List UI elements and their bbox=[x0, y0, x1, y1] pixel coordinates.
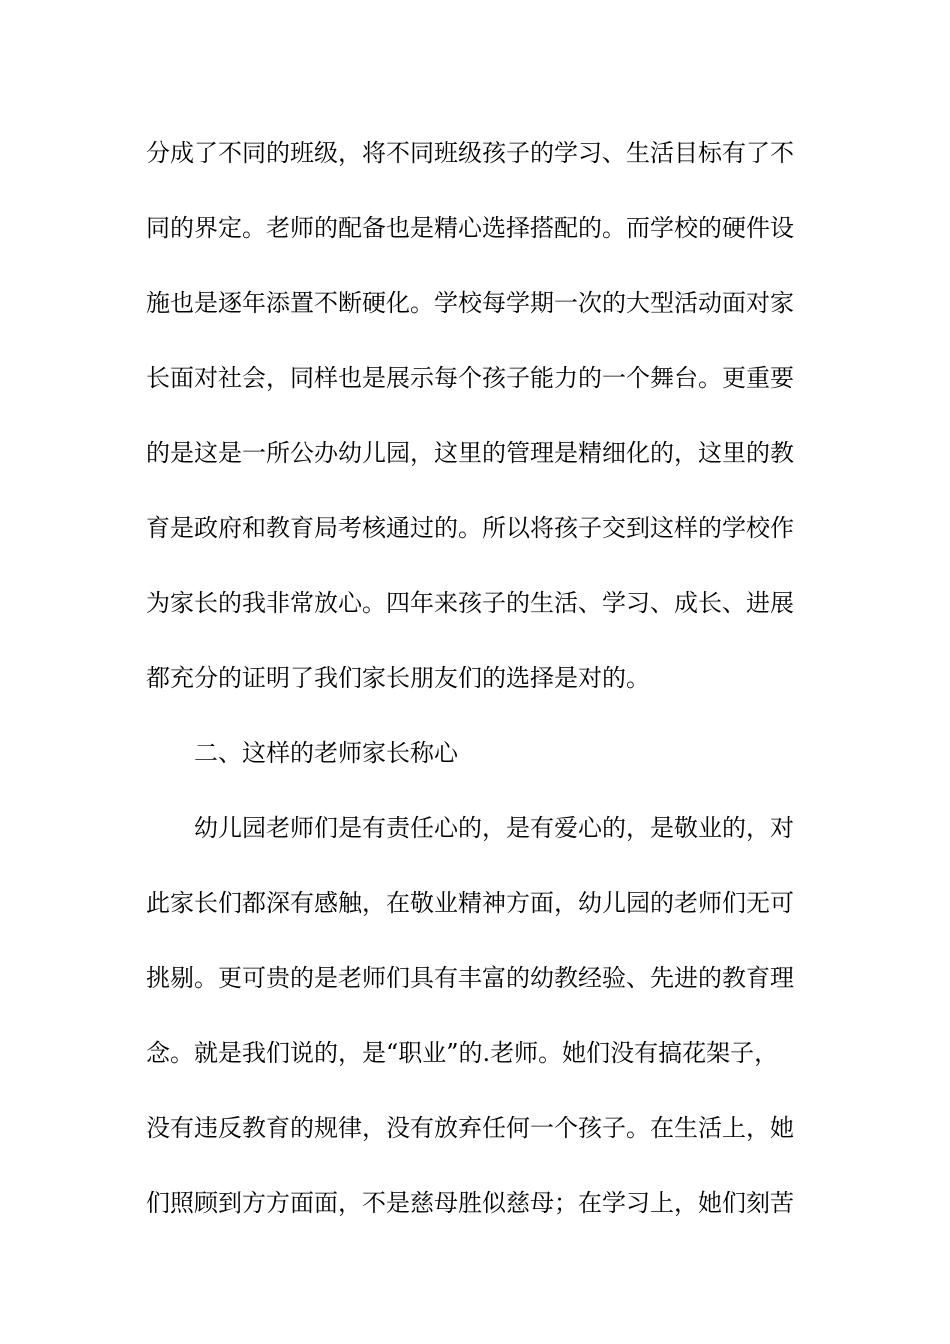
text-line: 念。就是我们说的，是“职业”的.老师。她们没有搞花架子， bbox=[146, 1039, 779, 1067]
text-line: 长面对社会，同样也是展示每个孩子能力的一个舞台。更重要 bbox=[146, 364, 794, 392]
text-line: 挑剔。更可贵的是老师们具有丰富的幼教经验、先进的教育理 bbox=[146, 964, 794, 992]
text-line: 施也是逐年添置不断硬化。学校每学期一次的大型活动面对家 bbox=[146, 289, 794, 317]
text-line: 幼儿园老师们是有责任心的，是有爱心的，是敬业的，对 bbox=[194, 814, 794, 842]
text-line: 为家长的我非常放心。四年来孩子的生活、学习、成长、进展 bbox=[146, 589, 794, 617]
text-line: 都充分的证明了我们家长朋友们的选择是对的。 bbox=[146, 664, 650, 692]
text-line: 同的界定。老师的配备也是精心选择搭配的。而学校的硬件设 bbox=[146, 214, 794, 242]
section-heading: 二、这样的老师家长称心 bbox=[194, 739, 458, 767]
text-line: 此家长们都深有感触，在敬业精神方面，幼儿园的老师们无可 bbox=[146, 889, 794, 917]
text-line: 分成了不同的班级，将不同班级孩子的学习、生活目标有了不 bbox=[146, 139, 794, 167]
text-line: 们照顾到方方面面，不是慈母胜似慈母；在学习上，她们刻苦 bbox=[146, 1189, 794, 1217]
text-line: 的是这是一所公办幼儿园，这里的管理是精细化的，这里的教 bbox=[146, 439, 794, 467]
text-line: 没有违反教育的规律，没有放弃任何一个孩子。在生活上，她 bbox=[146, 1114, 794, 1142]
text-line: 育是政府和教育局考核通过的。所以将孩子交到这样的学校作 bbox=[146, 514, 794, 542]
